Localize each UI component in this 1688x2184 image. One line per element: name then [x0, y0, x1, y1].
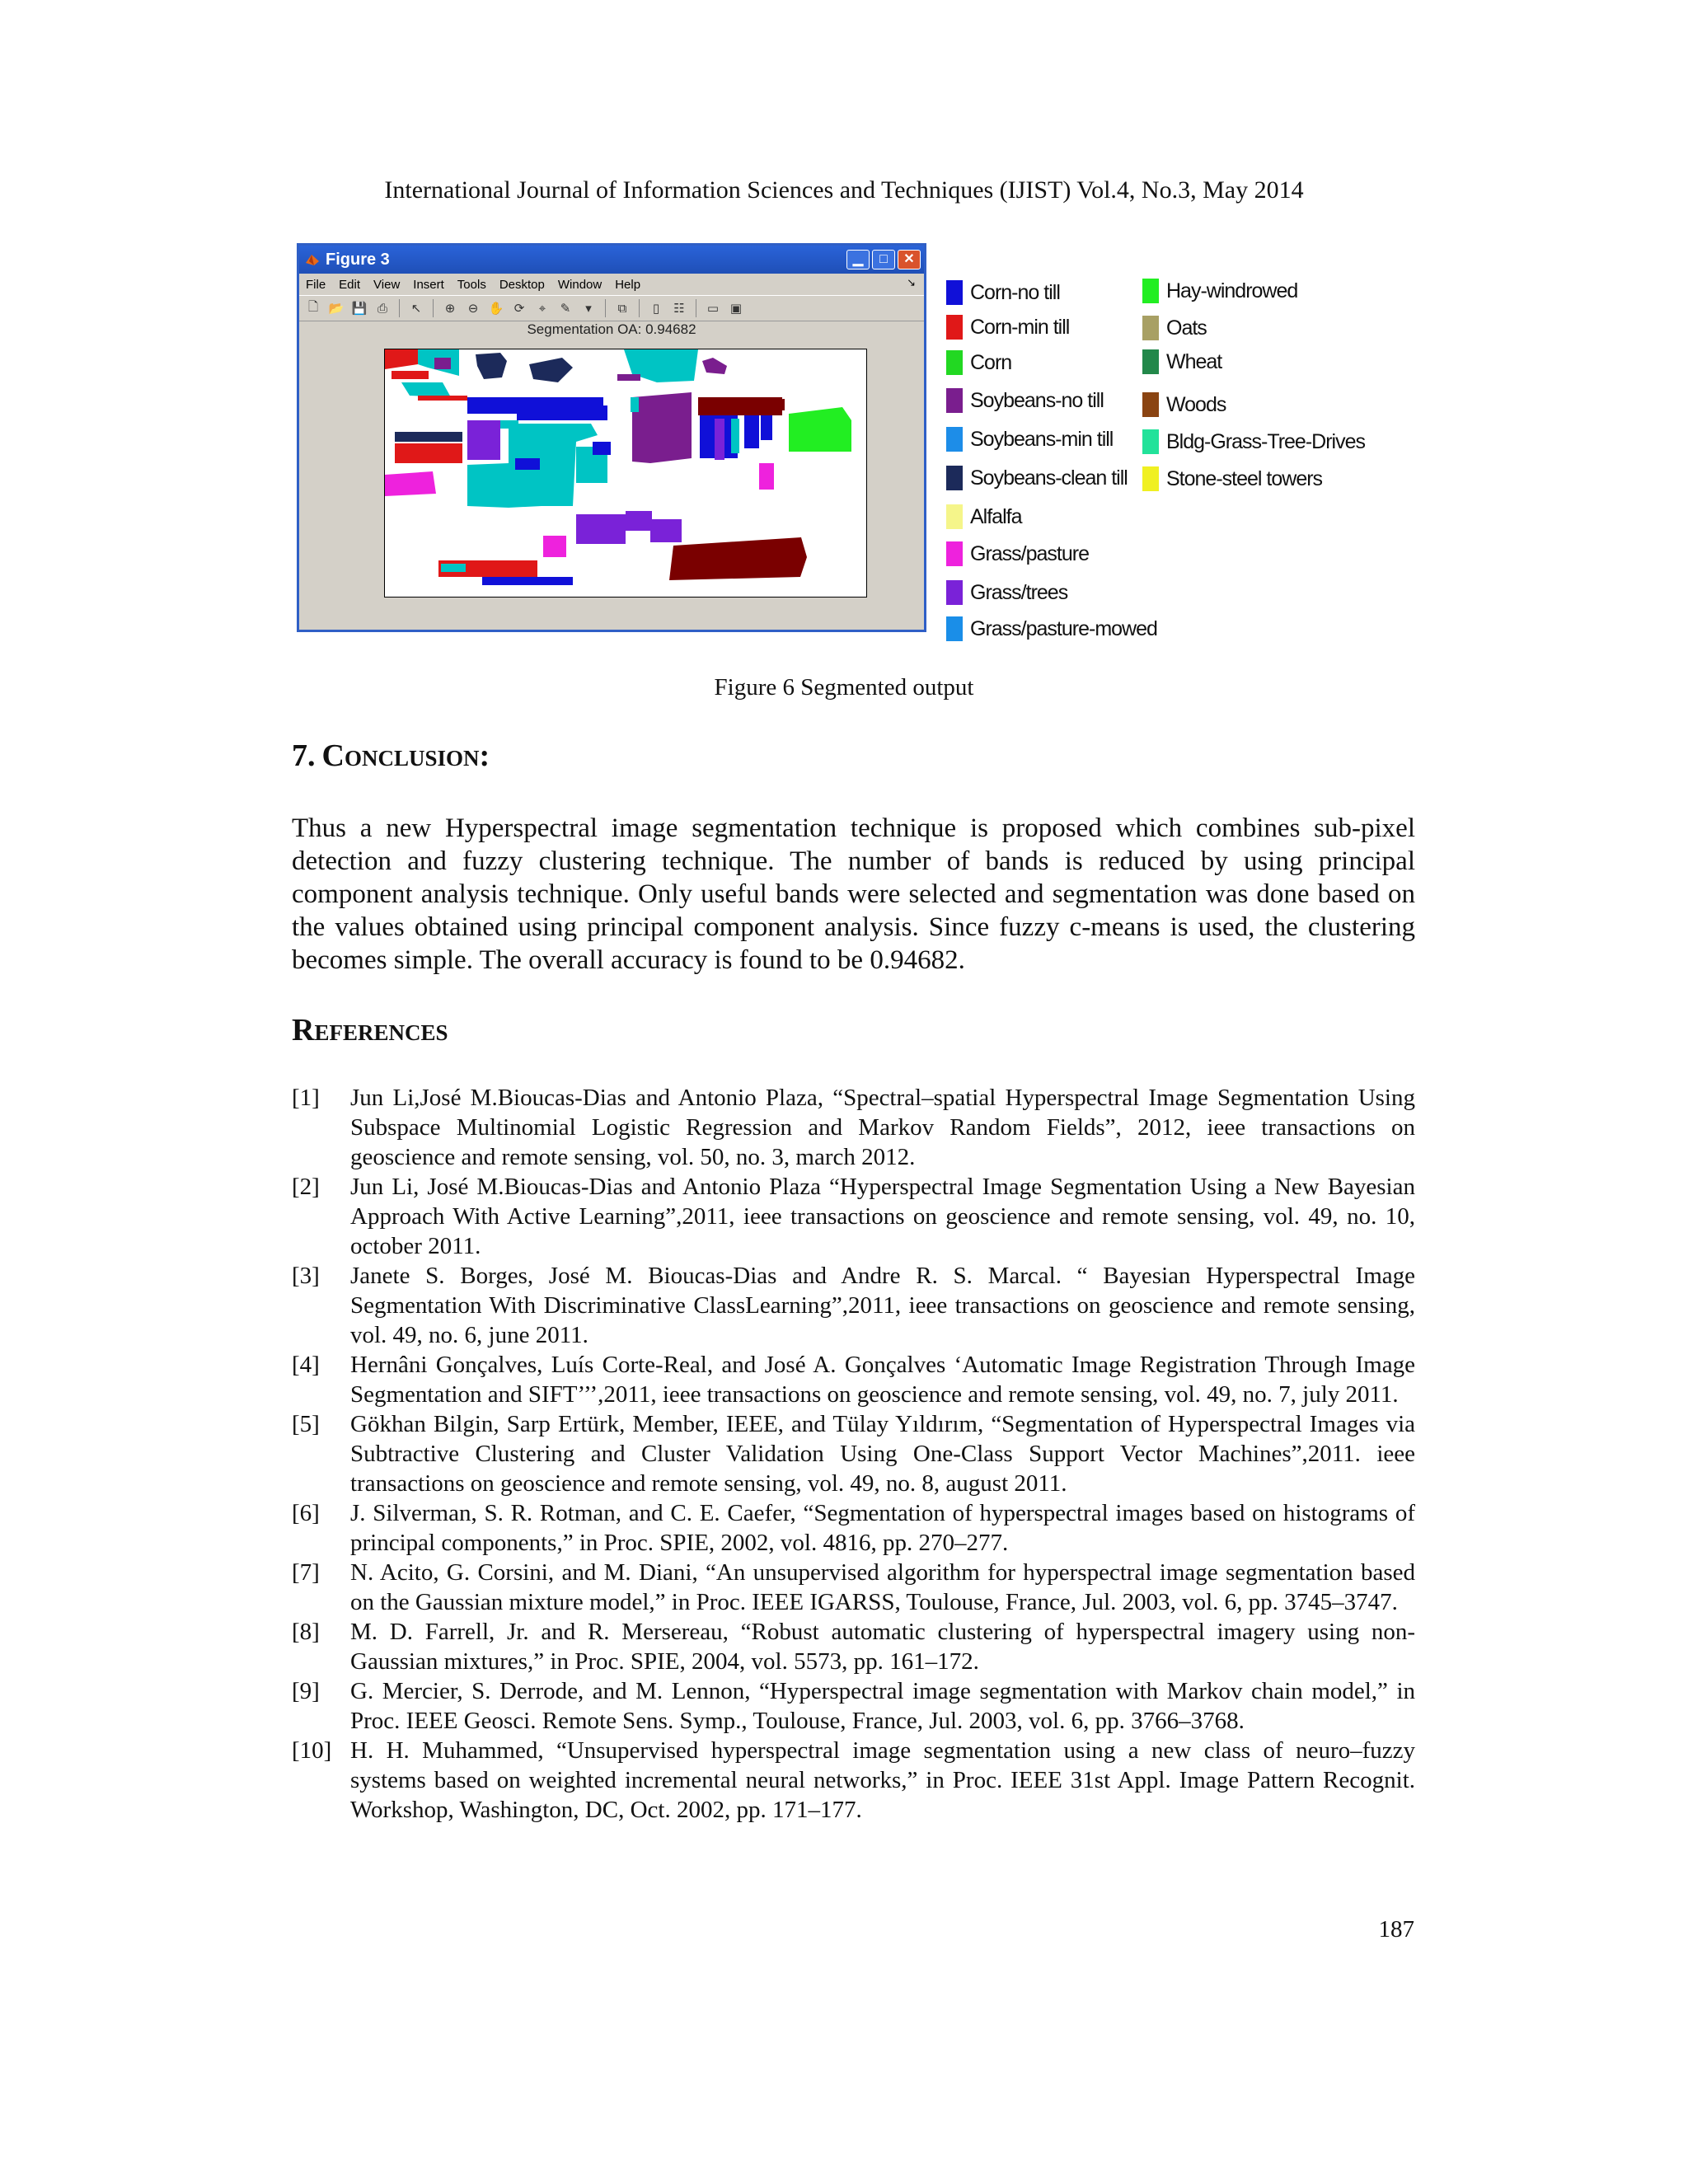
legend-swatch — [946, 541, 963, 566]
dock-arrow-icon[interactable]: ↘ — [907, 276, 916, 288]
edit-plot-arrow-icon[interactable]: ↖ — [410, 301, 422, 316]
matlab-figure-window — [297, 243, 926, 632]
legend-swatch — [1142, 349, 1159, 374]
menu-help[interactable]: Help — [615, 277, 641, 292]
menu-tools[interactable]: Tools — [457, 277, 486, 292]
rotate-3d-icon[interactable]: ⟳ — [513, 301, 525, 316]
legend-item — [946, 315, 1069, 340]
menu-edit[interactable]: Edit — [339, 277, 361, 292]
figure-window-title: Figure 3 — [326, 250, 390, 269]
brush-dropdown-icon[interactable]: ▾ — [585, 301, 592, 316]
legend-swatch — [1142, 429, 1159, 454]
legend-swatch — [946, 388, 963, 413]
toolbar-divider — [639, 299, 640, 317]
toolbar-divider — [399, 299, 400, 317]
legend-label: Soybeans-clean till — [970, 466, 1128, 490]
reference-number: [7] — [292, 1559, 320, 1586]
page-number: 187 — [1378, 1916, 1414, 1943]
running-header: International Journal of Information Sciences and Techniques (IJIST) Vol.4, No.3, May 2014 — [384, 176, 1304, 204]
legend-swatch — [1142, 392, 1159, 417]
reference-number: [8] — [292, 1619, 320, 1645]
reference-text: M. D. Farrell, Jr. and R. Mersereau, “Robust automatic clustering of hyperspectral imagery using non-Gaussian mixtures,” in Proc. SPIE, 2004, vol. 5573, pp. 161–172. — [350, 1619, 1415, 1675]
show-plot-tools-icon[interactable]: ▣ — [729, 301, 743, 316]
legend-item — [946, 466, 1128, 490]
legend-swatch — [946, 466, 963, 490]
brush-icon[interactable]: ✎ — [560, 301, 571, 316]
figure-caption: Figure 6 Segmented output — [714, 674, 974, 701]
legend-label: Corn-min till — [970, 315, 1070, 339]
reference-number: [5] — [292, 1411, 320, 1437]
legend-item — [946, 427, 1113, 452]
legend-label: Grass/pasture-mowed — [970, 616, 1157, 640]
legend-item — [1142, 316, 1207, 340]
legend-item — [946, 350, 1011, 375]
figure-menu-bar — [299, 274, 924, 295]
axes-title: Segmentation OA: 0.94682 — [527, 321, 696, 337]
legend-item — [946, 504, 1021, 529]
reference-number: [10] — [292, 1737, 332, 1764]
menu-insert[interactable]: Insert — [413, 277, 444, 292]
hide-plot-tools-icon[interactable]: ▭ — [706, 301, 720, 316]
reference-item — [292, 1736, 1415, 1825]
segmentation-map — [384, 349, 867, 598]
reference-text: N. Acito, G. Corsini, and M. Diani, “An unsupervised algorithm for hyperspectral image segmentation based on the Gaussian mixture model,” in Proc. IEEE IGARSS, Toulouse, France, Jul. 2003, vol. 6, pp. 3745–3747. — [350, 1559, 1415, 1615]
legend-label: Hay-windrowed — [1166, 279, 1298, 302]
reference-number: [1] — [292, 1085, 320, 1111]
legend-label: Soybeans-min till — [970, 427, 1114, 451]
reference-item — [292, 1350, 1415, 1409]
matlab-logo-icon — [304, 251, 321, 268]
reference-item — [292, 1498, 1415, 1558]
conclusion-heading — [292, 738, 490, 774]
reference-text: G. Mercier, S. Derrode, and M. Lennon, “Hyperspectral image segmentation with Markov chain model,” in Proc. IEEE Geosci. Remote Sens. Symp., Toulouse, France, Jul. 2003, vol. 6, pp. 3766–3768. — [350, 1678, 1415, 1734]
reference-text: Jun Li, José M.Bioucas-Dias and Antonio Plaza “Hyperspectral Image Segmentation Using a New Bayesian Approach With Active Learning”,2011, ieee transactions on geoscience and remote sensing, vol. 49, no. 10, october 2011. — [350, 1174, 1415, 1259]
reference-list — [292, 1083, 1415, 1825]
data-cursor-icon[interactable]: ⌖ — [538, 301, 546, 316]
reference-number: [6] — [292, 1500, 320, 1526]
legend-item — [1142, 279, 1297, 303]
menu-file[interactable]: File — [306, 277, 326, 292]
legend-item — [946, 580, 1067, 605]
close-icon[interactable]: ✕ — [898, 250, 921, 269]
legend-item — [1142, 429, 1365, 454]
references-heading — [292, 1012, 448, 1048]
legend-swatch — [946, 580, 963, 605]
new-figure-icon[interactable]: 🗋 — [307, 298, 319, 314]
conclusion-paragraph: Thus a new Hyperspectral image segmentation technique is proposed which combines sub-pixel detection and fuzzy clustering technique. The number of bands is reduced by using principal component analysis technique. Only useful bands were selected and segmentation was done based on the values obtained using principal component analysis. Since fuzzy c-means is used, the clustering becomes simple. The overall accuracy is found to be 0.94682. — [292, 813, 1415, 975]
section-title: Conclusion: — [321, 738, 490, 773]
reference-text: H. H. Muhammed, “Unsupervised hyperspectral image segmentation using a new class of neuro–fuzzy systems based on weighted incremental neural networks,” in Proc. IEEE 31st Appl. Image Pattern Recognit. Workshop, Washington, DC, Oct. 2002, pp. 171–177. — [350, 1737, 1415, 1823]
legend-item — [946, 616, 1157, 641]
legend-swatch — [946, 350, 963, 375]
minimize-icon[interactable]: ▁ — [846, 250, 870, 269]
reference-number: [3] — [292, 1263, 320, 1289]
reference-text: Janete S. Borges, José M. Bioucas-Dias and Andre R. S. Marcal. “ Bayesian Hyperspectral Image Segmentation With Discriminative ClassLearning”,2011, ieee transactions on geoscience and remote sensing, vol. 49, no. 6, june 2011. — [350, 1263, 1415, 1348]
legend-swatch — [1142, 316, 1159, 340]
legend-label: Grass/trees — [970, 580, 1068, 604]
legend-label: Bldg-Grass-Tree-Drives — [1166, 429, 1366, 453]
reference-text: Gökhan Bilgin, Sarp Ertürk, Member, IEEE, and Tülay Yıldırım, “Segmentation of Hyperspectral Images via Subtractive Clustering and Cluster Validation Using One-Class Support Vector Machines”,2011. ieee transactions on geoscience and remote sensing, vol. 49, no. 8, august 2011. — [350, 1411, 1415, 1497]
section-title: References — [292, 1013, 448, 1047]
legend-item — [1142, 349, 1221, 374]
legend-swatch — [1142, 466, 1159, 491]
zoom-in-icon[interactable]: ⊕ — [444, 301, 456, 316]
reference-number: [2] — [292, 1174, 320, 1200]
reference-text: Jun Li,José M.Bioucas-Dias and Antonio Plaza, “Spectral–spatial Hyperspectral Image Segmentation Using Subspace Multinomial Logistic Regression and Markov Random Fields”, 2012, ieee transactions on geoscience and remote sensing, vol. 50, no. 3, march 2012. — [350, 1085, 1415, 1170]
figure-title-bar — [299, 246, 924, 274]
reference-item — [292, 1676, 1415, 1736]
legend-swatch — [946, 315, 963, 340]
legend-label: Grass/pasture — [970, 541, 1090, 565]
legend-swatch — [946, 616, 963, 641]
reference-item — [292, 1409, 1415, 1498]
segmentation-map-image — [385, 349, 866, 597]
reference-item — [292, 1261, 1415, 1350]
legend-label: Wheat — [1166, 349, 1222, 373]
reference-item — [292, 1558, 1415, 1617]
legend-item — [1142, 466, 1322, 491]
section-number: 7. — [292, 738, 316, 773]
legend-label: Corn — [970, 350, 1012, 374]
legend-item — [946, 388, 1104, 413]
menu-desktop[interactable]: Desktop — [499, 277, 545, 292]
reference-item — [292, 1083, 1415, 1172]
reference-item — [292, 1617, 1415, 1676]
legend-swatch — [946, 280, 963, 305]
reference-text: Hernâni Gonçalves, Luís Corte-Real, and José A. Gonçalves ‘Automatic Image Registration Through Image Segmentation and SIFT’’’,2011, ieee transactions on geoscience and remote sensing, vol. 49, no. 7, july 2011. — [350, 1352, 1415, 1408]
print-icon[interactable]: ⎙ — [377, 301, 387, 316]
legend-label: Soybeans-no till — [970, 388, 1104, 412]
reference-number: [4] — [292, 1352, 320, 1378]
legend-label: Woods — [1166, 392, 1226, 416]
reference-text: J. Silverman, S. R. Rotman, and C. E. Caefer, “Segmentation of hyperspectral images based on histograms of principal components,” in Proc. SPIE, 2002, vol. 4816, pp. 270–277. — [350, 1500, 1415, 1556]
reference-number: [9] — [292, 1678, 320, 1704]
colorbar-icon[interactable]: ▯ — [652, 301, 660, 316]
reference-item — [292, 1172, 1415, 1261]
figure-toolbar — [299, 295, 924, 321]
legend-label: Oats — [1166, 316, 1207, 340]
legend-item — [946, 280, 1060, 305]
legend-item — [1142, 392, 1226, 417]
legend-swatch — [946, 504, 963, 529]
pan-hand-icon[interactable]: ✋ — [488, 301, 504, 316]
legend-label: Alfalfa — [970, 504, 1022, 528]
maximize-icon[interactable]: □ — [872, 250, 895, 269]
toolbar-divider — [433, 299, 434, 317]
menu-window[interactable]: Window — [557, 277, 603, 292]
link-plot-icon[interactable]: ⧉ — [617, 301, 627, 316]
legend-item — [946, 541, 1089, 566]
menu-view[interactable]: View — [373, 277, 401, 292]
legend-icon[interactable]: ☷ — [673, 301, 685, 316]
legend-label: Corn-no till — [970, 280, 1060, 304]
save-icon[interactable]: 💾 — [351, 301, 368, 316]
legend-swatch — [1142, 279, 1159, 303]
legend-swatch — [946, 427, 963, 452]
toolbar-divider — [605, 299, 606, 317]
legend-label: Stone-steel towers — [1166, 466, 1323, 490]
open-file-icon[interactable]: 📂 — [328, 301, 345, 316]
zoom-out-icon[interactable]: ⊖ — [467, 301, 479, 316]
